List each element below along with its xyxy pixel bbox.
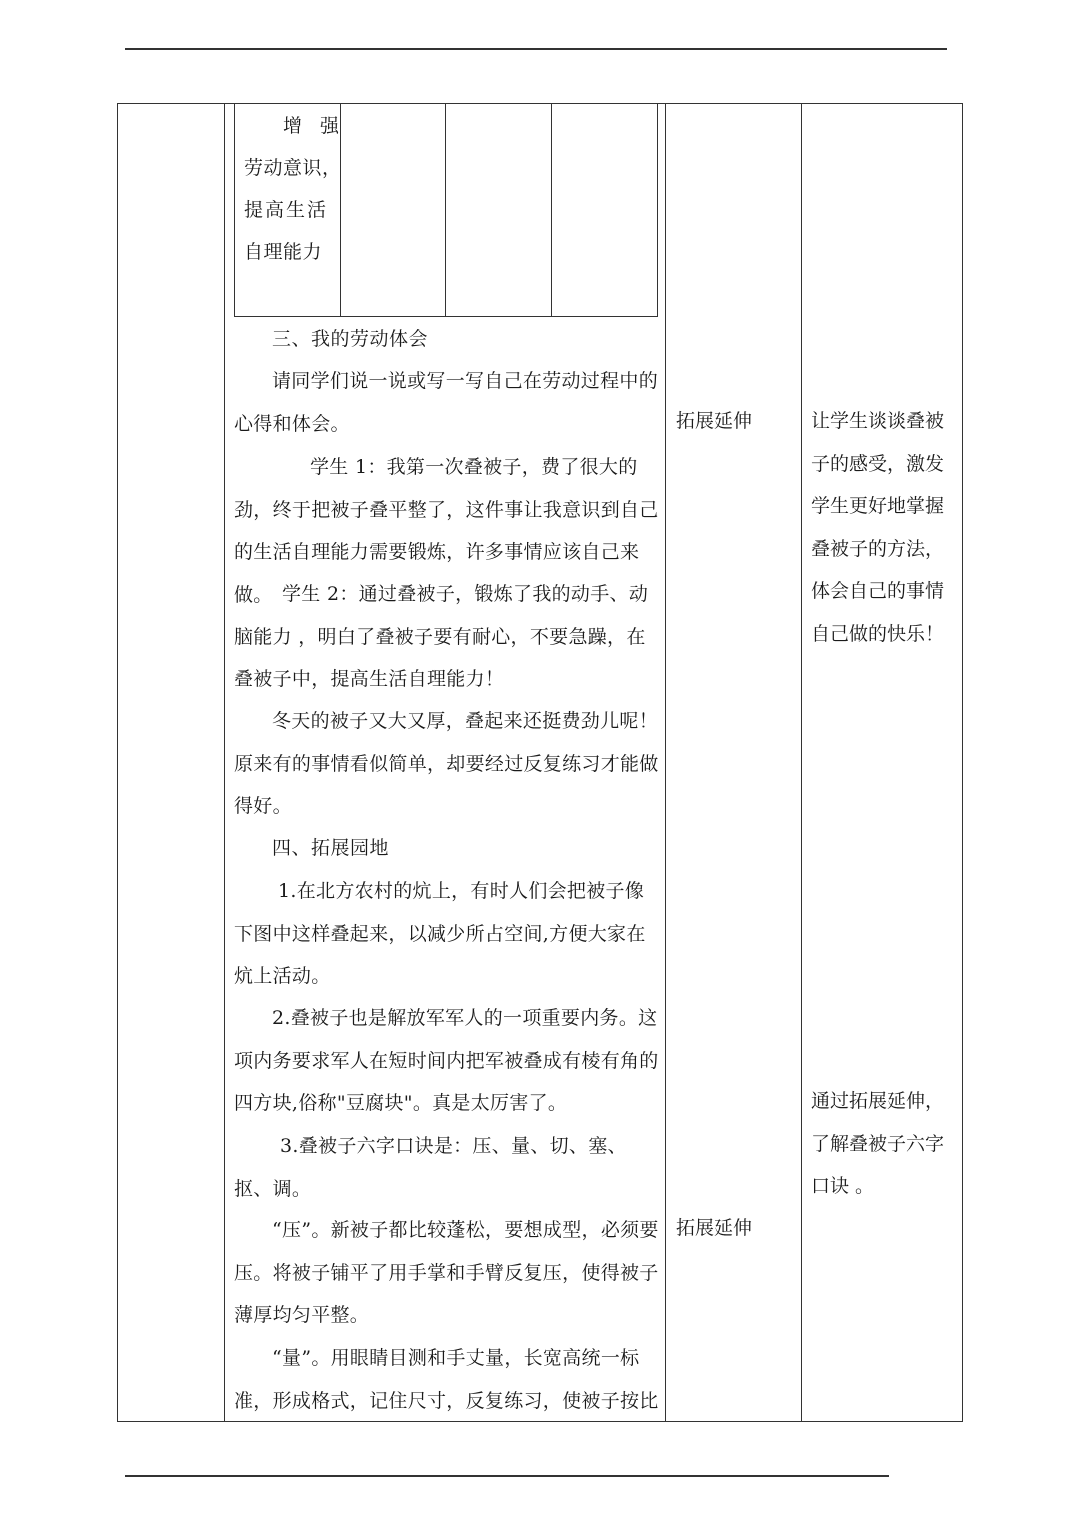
goal-line-2: 劳动意识， bbox=[244, 157, 342, 179]
inner-table-bottom bbox=[234, 316, 657, 317]
table-right-border bbox=[962, 103, 963, 1421]
footer-rule bbox=[125, 1475, 889, 1477]
table-left-border bbox=[117, 103, 118, 1421]
expansion-item-2: 2.叠被子也是解放军军人的一项重要内务。这项内务要求军人在短时间内把军被叠成有棱有角的四方块,俗称"豆腐块"。真是太厉害了。 bbox=[234, 1007, 659, 1114]
student2-reflection: 学生 2：通过叠被子，锻炼了我的动手、动脑能力 ，明白了叠被子要有耐心，不要急躁，在叠被子中，提高生活自理能力！ bbox=[234, 583, 649, 690]
mnemonic-measure: “量”。用眼睛目测和手丈量，长宽高统一标准，形成格式，记住尺寸，反复练习，使被子按比 bbox=[234, 1347, 659, 1412]
expansion-item-1: 1.在北方农村的炕上，有时人们会把被子像下图中这样叠起来，以减少所占空间,方便大家在炕上活动。 bbox=[234, 880, 646, 987]
mnemonic-press: “压”。新被子都比较蓬松，要想成型，必须要压。将被子铺平了用手掌和手臂反复压，使得被子薄厚均匀平整。 bbox=[234, 1219, 659, 1326]
section3-summary: 冬天的被子又大又厚，叠起来还挺费劲儿呢！原来有的事情看似简单，却要经过反复练习才能做得好。 bbox=[234, 710, 659, 817]
goal-line-3: 提高生活 bbox=[244, 199, 329, 221]
stage-label-extension-2: 拓展延伸 bbox=[676, 1217, 753, 1239]
section4-heading: 四、拓展园地 bbox=[272, 837, 390, 859]
goal-line-4: 自理能力 bbox=[244, 241, 323, 263]
inner-table-col-3 bbox=[445, 103, 446, 317]
section3-heading: 三、我的劳动体会 bbox=[272, 328, 429, 350]
student1-reflection: 学生 1：我第一次叠被子，费了很大的劲，终于把被子叠平整了，这件事让我意识到自己的生活自理能力需要锻炼，许多事情应该自己来做。 bbox=[234, 456, 659, 606]
inner-table-left bbox=[234, 103, 235, 317]
goal-line-1: 增 强 bbox=[283, 115, 346, 137]
table-top-border bbox=[117, 103, 963, 104]
column-divider-3 bbox=[801, 103, 802, 1421]
column-divider-2 bbox=[665, 103, 666, 1421]
header-rule bbox=[125, 48, 947, 50]
design-intent-note-1: 让学生谈谈叠被子的感受，激发学生更好地掌握叠被子的方法，体会自己的事情自己做的快乐！ bbox=[811, 410, 945, 645]
inner-table-col-4 bbox=[551, 103, 552, 317]
design-intent-note-2: 通过拓展延伸，了解叠被子六字口诀 。 bbox=[811, 1090, 945, 1197]
inner-table-right bbox=[657, 103, 658, 317]
column-divider-1 bbox=[224, 103, 225, 1421]
section3-intro: 请同学们说一说或写一写自己在劳动过程中的心得和体会。 bbox=[234, 370, 659, 435]
stage-label-extension-1: 拓展延伸 bbox=[676, 410, 753, 432]
expansion-item-3: 3.叠被子六字口诀是：压、量、切、塞、抠、调。 bbox=[234, 1135, 627, 1200]
